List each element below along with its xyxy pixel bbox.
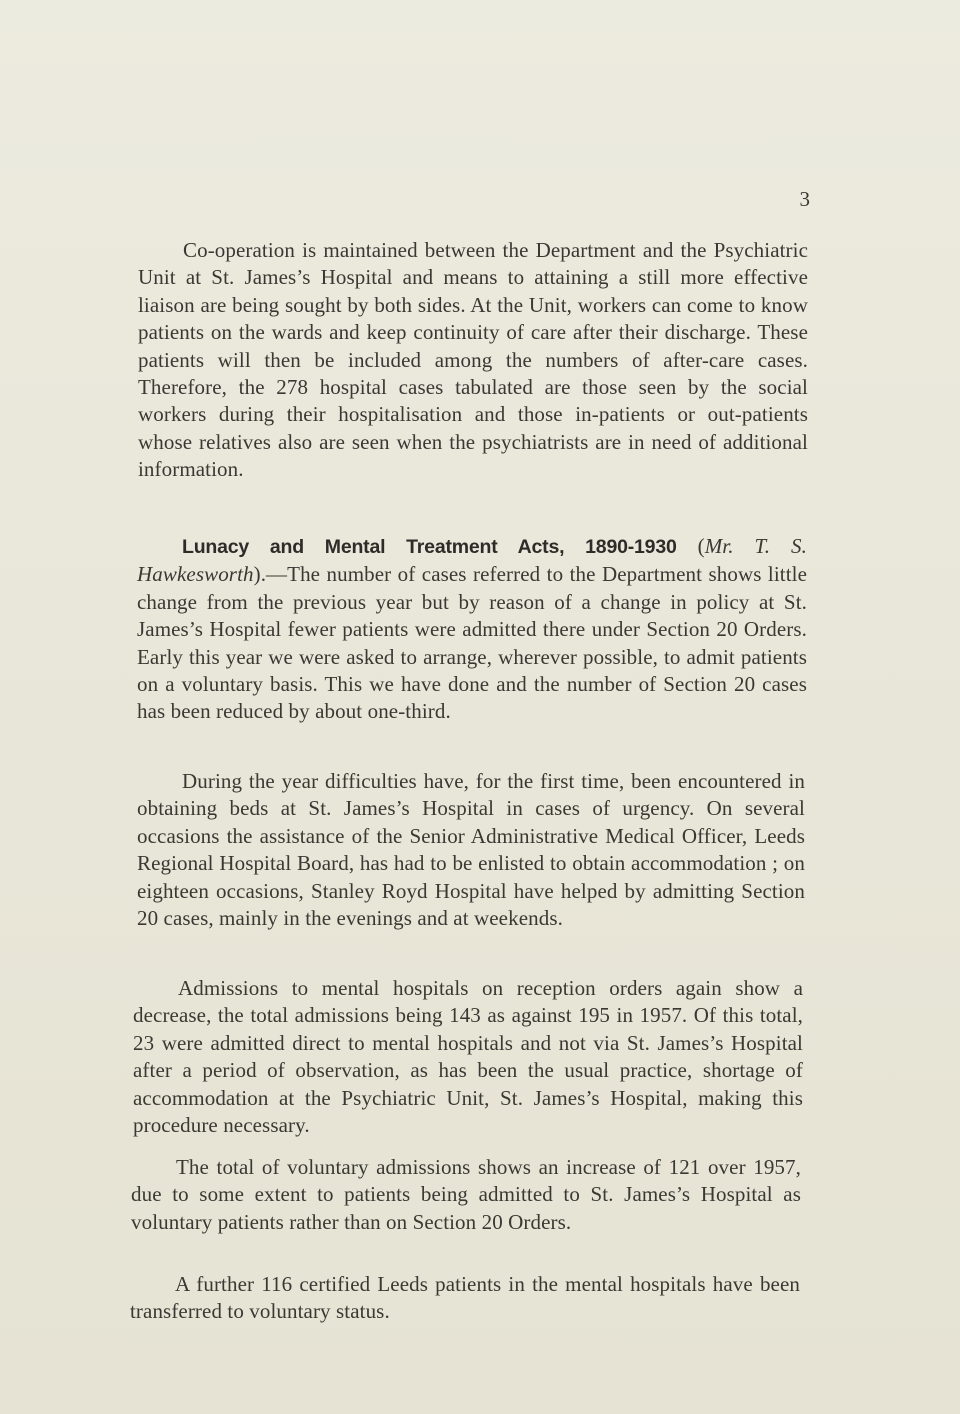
paragraph-voluntary-transfers: A further 116 certified Leeds patients in the mental hospitals have been transferred to voluntary status. [130, 1272, 800, 1324]
page-number: 3 [799, 187, 810, 211]
paragraph-bed-difficulties: During the year difficulties have, for the first time, been encountered in obtaining beds at St. James’s Hospital in cases of urgency. On several occasions the assistance of the Senior Administrative Medical Officer, Leeds Regional Hospital Board, has had to be enlisted to obtain accommodation ; on eighteen occasions, Stanley Royd Hospital have helped by admitting Section 20 cases, mainly in the evenings and at weekends. [137, 769, 805, 931]
heading-open-paren: ( [676, 534, 705, 558]
paragraph-psychiatric-unit-cooperation: Co-operation is maintained between the Department and the Psychiatric Unit at St. James’s Hospital and means to attaining a still more effective liaison are being sought by both sides. At the Unit, workers can come to know patients on the wards and keep continuity of care after their discharge. These patients will then be included among the numbers of after-care cases. Therefore, the 278 hospital cases tabulated are those seen by the social workers during their hospitalisation and those in-patients or out-patients whose relatives also are seen when the psychiatrists are in need of additional information. [138, 238, 808, 482]
section-author: Mr. T. S. Hawkesworth [137, 534, 808, 587]
paragraph-reception-orders: Admissions to mental hospitals on reception orders again show a decrease, the total admissions being 143 as against 195 in 1957. Of this total, 23 were admitted direct to mental hospitals and not via St. James’s Hospital after a period of observation, as has been the usual practice, shortage of accommodation at the Psychiatric Unit, St. James’s Hospital, making this procedure necessary. [133, 976, 803, 1138]
paragraph-voluntary-admissions: The total of voluntary admissions shows an increase of 121 over 1957, due to some extent to patients being admitted to St. James’s Hospital as voluntary patients rather than on Section 20 Orders. [131, 1155, 801, 1234]
paragraph-lunacy-acts [137, 533, 807, 726]
section-body-text: ).—The number of cases referred to the Department shows little change from the previous year but by reason of a change in policy at St. James’s Hospital fewer patients were admitted there under Section 20 Orders. Early this year we were asked to arrange, wherever possible, to admit patients on a voluntary basis. This we have done and the number of Section 20 cases has been reduced by about one-third. [137, 562, 807, 724]
section-heading-lunacy-acts: Lunacy and Mental Treatment Acts, 1890-1930 [182, 536, 677, 558]
